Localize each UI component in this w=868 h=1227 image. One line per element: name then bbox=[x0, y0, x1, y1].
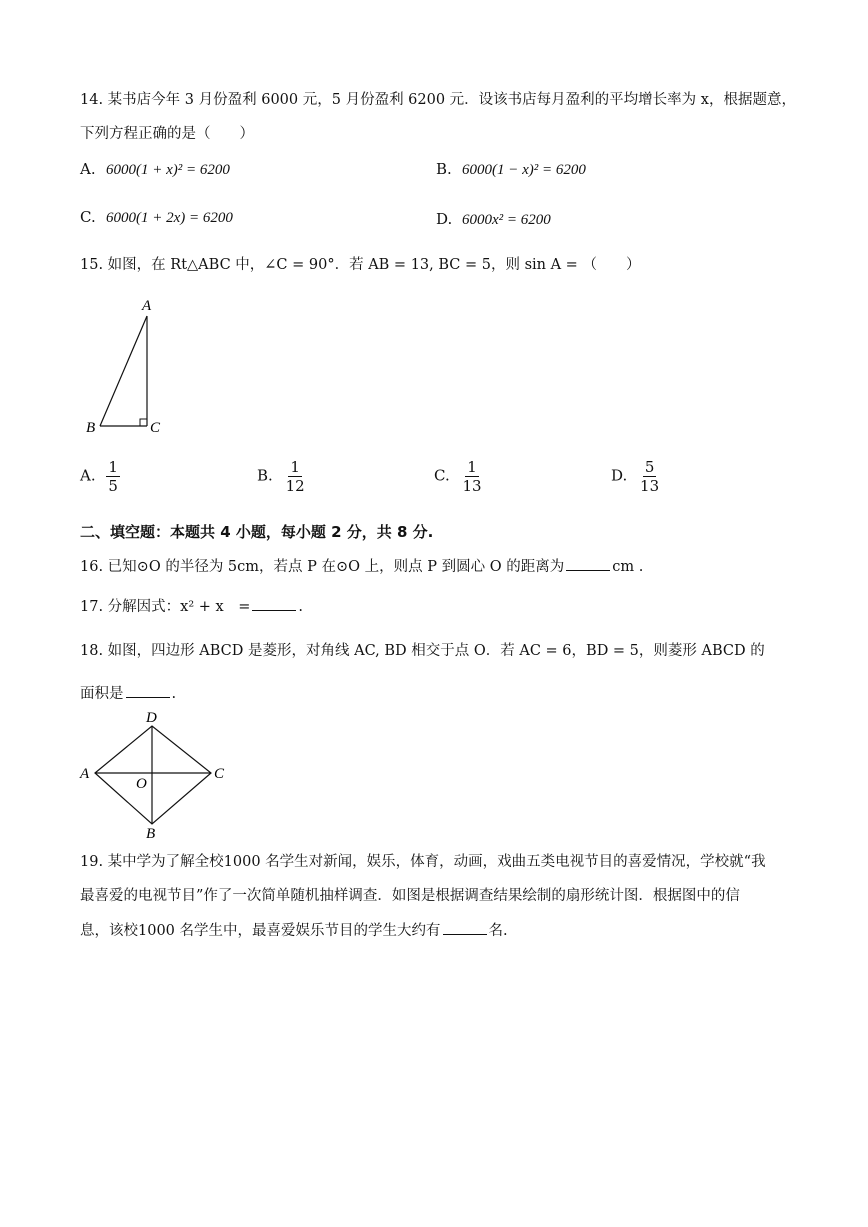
question-16-unit: cm . bbox=[612, 559, 644, 575]
choice-expression: 6000(1 + x)² = 6200 bbox=[106, 162, 230, 178]
vertex-label-b: B bbox=[86, 420, 96, 436]
fraction bbox=[106, 458, 120, 495]
fraction-denominator: 5 bbox=[108, 477, 118, 495]
question-15-choice-b bbox=[257, 458, 307, 495]
fraction-numerator: 1 bbox=[290, 458, 300, 476]
question-15-choice-c bbox=[434, 458, 484, 495]
fraction-denominator: 13 bbox=[640, 477, 660, 495]
triangle-abc-figure bbox=[80, 292, 190, 442]
question-14-choice-a bbox=[80, 160, 230, 179]
question-14-choice-c bbox=[80, 208, 233, 227]
question-14-line1: 14. 某书店今年 3 月份盈利 6000 元，5 月份盈利 6200 元．设该书店每月盈利的平均增长率为 x，根据题意， bbox=[80, 92, 796, 108]
question-19-text: 息，该校1000 名学生中，最喜爱娱乐节目的学生大约有 bbox=[80, 923, 441, 939]
rhombus-abcd-figure bbox=[76, 708, 236, 840]
fraction bbox=[638, 458, 661, 495]
vertex-label-a: A bbox=[142, 298, 152, 314]
center-label-o: O bbox=[136, 776, 147, 792]
question-19-line1: 19. 某中学为了解全校1000 名学生对新闻，娱乐，体育，动画，戏曲五类电视节目的喜爱情况，学校就“我 bbox=[80, 854, 766, 870]
choice-label: C. bbox=[80, 208, 96, 226]
answer-blank[interactable] bbox=[252, 596, 296, 611]
fraction bbox=[461, 458, 484, 495]
vertex-label-a: A bbox=[80, 766, 90, 782]
vertex-label-b: B bbox=[146, 826, 156, 840]
fraction-denominator: 13 bbox=[462, 477, 482, 495]
choice-label: B. bbox=[436, 160, 452, 178]
question-16 bbox=[80, 556, 800, 577]
answer-blank[interactable] bbox=[126, 683, 170, 698]
answer-blank[interactable] bbox=[566, 556, 610, 571]
question-18-line2 bbox=[80, 683, 800, 704]
choice-label: C. bbox=[434, 466, 450, 485]
choice-label: D. bbox=[436, 210, 453, 228]
question-17 bbox=[80, 596, 800, 617]
vertex-label-d: D bbox=[146, 710, 157, 726]
question-19-line3 bbox=[80, 920, 800, 941]
question-15-choice-a bbox=[80, 458, 120, 495]
question-15-choice-d bbox=[611, 458, 661, 495]
fraction-numerator: 5 bbox=[644, 458, 655, 476]
question-19-line2: 最喜爱的电视节目”作了一次简单随机抽样调查．如图是根据调查结果绘制的扇形统计图．根据图中的信 bbox=[80, 888, 740, 904]
question-18-line1: 18. 如图，四边形 ABCD 是菱形，对角线 AC, BD 相交于点 O．若 AC = 6，BD = 5，则菱形 ABCD 的 bbox=[80, 643, 765, 659]
vertex-label-c: C bbox=[150, 420, 161, 436]
choice-label: A. bbox=[80, 466, 96, 485]
question-17-text: 17. 分解因式：x² + x = bbox=[80, 599, 251, 615]
question-19-end: 名. bbox=[488, 923, 508, 939]
fraction-denominator: 12 bbox=[285, 477, 305, 495]
fraction bbox=[284, 458, 307, 495]
choice-expression: 6000x² = 6200 bbox=[462, 212, 551, 228]
choice-expression: 6000(1 + 2x) = 6200 bbox=[106, 210, 233, 226]
answer-blank[interactable] bbox=[443, 920, 487, 935]
fraction-numerator: 1 bbox=[467, 458, 477, 476]
question-15-stem: 15. 如图，在 Rt△ABC 中，∠C = 90°．若 AB = 13, BC = 5，则 sin A = （ ） bbox=[80, 257, 641, 273]
question-18-text: 面积是 bbox=[80, 686, 124, 702]
section-heading: 二、填空题：本题共 4 小题，每小题 2 分，共 8 分. bbox=[80, 523, 434, 541]
question-14-choice-d bbox=[436, 210, 551, 229]
choice-expression: 6000(1 − x)² = 6200 bbox=[462, 162, 586, 178]
question-14-line2: 下列方程正确的是（ ） bbox=[80, 126, 254, 142]
question-18-end: . bbox=[171, 686, 177, 702]
question-17-end: . bbox=[298, 599, 303, 615]
question-16-text: 16. 已知⊙O 的半径为 5cm，若点 P 在⊙O 上，则点 P 到圆心 O 的距离为 bbox=[80, 559, 565, 575]
choice-label: D. bbox=[611, 466, 628, 485]
choice-label: A. bbox=[80, 160, 96, 178]
vertex-label-c: C bbox=[214, 766, 225, 782]
fraction-numerator: 1 bbox=[108, 458, 118, 476]
question-14-choice-b bbox=[436, 160, 586, 179]
choice-label: B. bbox=[257, 466, 273, 485]
